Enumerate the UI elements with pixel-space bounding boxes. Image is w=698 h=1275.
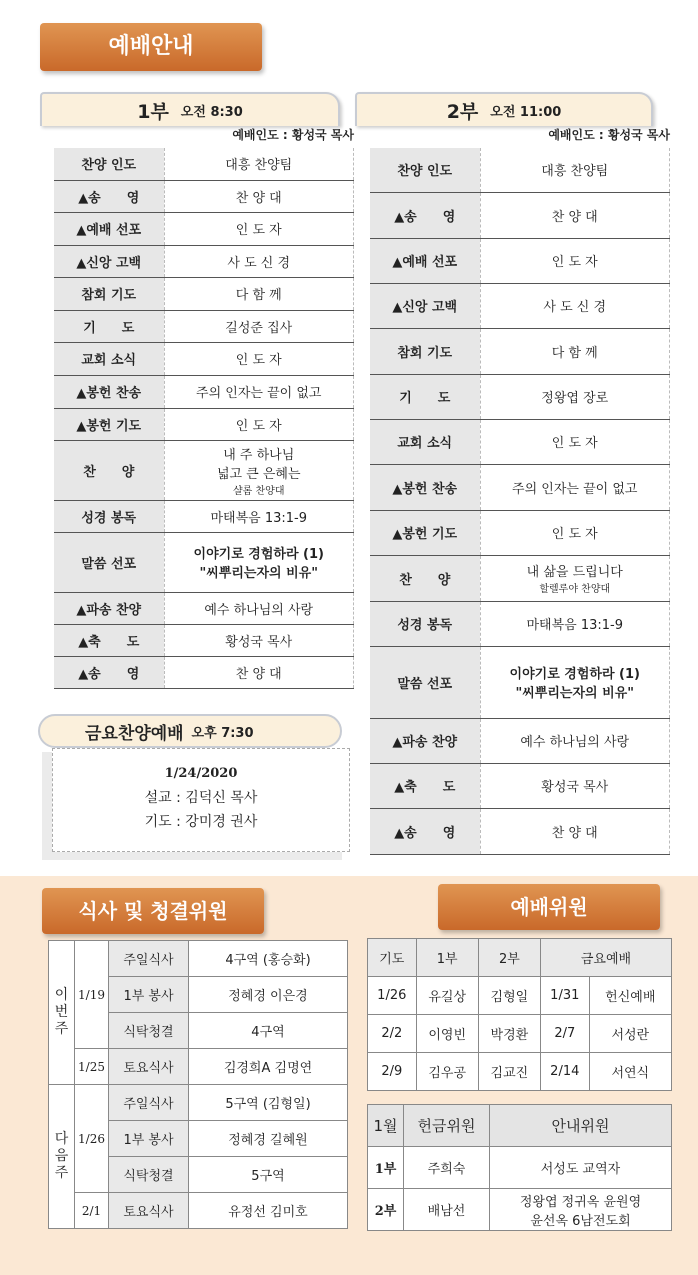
order-value-line: 이야기로 경험하라 (1) <box>509 667 640 682</box>
order-value-sub: 할렐루야 찬양대 <box>539 584 611 595</box>
order-value <box>480 646 670 718</box>
order-row <box>370 763 670 808</box>
order-row <box>370 192 670 238</box>
meal-person: 정혜경 이은경 <box>189 977 348 1013</box>
meal-row <box>49 1049 348 1085</box>
order-row <box>54 440 354 500</box>
order-value-line: 인 도 자 <box>235 353 282 368</box>
order-value <box>164 656 354 688</box>
order-label: ▲송 영 <box>54 656 164 688</box>
usher-service: 1부 <box>368 1147 404 1189</box>
order-value <box>164 277 354 310</box>
service2-time: 오전 11:00 <box>490 104 562 120</box>
order-row <box>54 277 354 310</box>
order-row <box>54 180 354 212</box>
usher-header-row <box>368 1105 672 1147</box>
order-label: 성경 봉독 <box>370 601 480 646</box>
order-label: ▲송 영 <box>370 808 480 854</box>
order-value-line: 다 함 께 <box>551 345 598 361</box>
next-week-label: 다 음 주 <box>49 1085 75 1229</box>
order-label: 찬양 인도 <box>54 148 164 180</box>
order-row <box>54 375 354 408</box>
order-value <box>480 419 670 464</box>
order-value <box>164 375 354 408</box>
order-row <box>370 464 670 510</box>
order-value-line: 주의 인자는 끝이 없고 <box>196 386 322 401</box>
meal-person: 정혜경 길혜원 <box>189 1121 348 1157</box>
order-row <box>54 342 354 375</box>
order-value <box>164 440 354 500</box>
order-value-line: 다 함 께 <box>235 288 282 303</box>
prayer-table <box>367 938 672 1091</box>
order-row <box>54 408 354 440</box>
prayer-cell: 박경환 <box>478 1015 540 1053</box>
order-value-line: 사 도 신 경 <box>543 300 607 315</box>
order-value <box>164 245 354 277</box>
prayer-cell: 2/2 <box>368 1015 417 1053</box>
worship-committee-banner <box>438 884 660 930</box>
order-value <box>164 624 354 656</box>
usher-offering: 배남선 <box>404 1189 490 1231</box>
meal-cleaning-table <box>48 940 348 1229</box>
order-value-sub: 샬롬 찬양대 <box>233 485 285 497</box>
friday-details <box>52 762 350 834</box>
order-label: ▲예배 선포 <box>54 212 164 245</box>
order-value <box>164 592 354 624</box>
meal-person: 5구역 <box>189 1157 348 1193</box>
prayer-header: 1부 <box>416 939 478 977</box>
order-label: 교회 소식 <box>370 419 480 464</box>
order-label: 성경 봉독 <box>54 500 164 532</box>
guide-header: 안내위원 <box>490 1105 672 1147</box>
order-row <box>54 500 354 532</box>
order-label: 말씀 선포 <box>370 646 480 718</box>
usher-guide-line: 정왕엽 정귀옥 윤원영 <box>519 1194 642 1210</box>
order-value <box>164 180 354 212</box>
order-row <box>370 238 670 283</box>
order-label: 참회 기도 <box>370 328 480 374</box>
prayer-cell: 2/14 <box>541 1053 590 1091</box>
order-value-line: 찬 양 대 <box>551 825 598 841</box>
prayer-cell: 서성란 <box>589 1015 671 1053</box>
prayer-cell: 김형일 <box>478 977 540 1015</box>
order-row <box>54 592 354 624</box>
order-row <box>54 245 354 277</box>
order-row <box>370 510 670 555</box>
meal-date: 1/19 <box>75 941 109 1049</box>
worship-guide-banner <box>40 23 262 71</box>
service2-name: 2부 <box>446 100 479 123</box>
order-row <box>54 532 354 592</box>
meal-banner-title: 식사 및 청결위원 <box>78 899 228 923</box>
order-value-line: 마태복음 13:1-9 <box>526 618 624 633</box>
meal-person: 유정선 김미호 <box>189 1193 348 1229</box>
order-label: ▲파송 찬양 <box>370 718 480 763</box>
prayer-cell: 서연식 <box>589 1053 671 1091</box>
usher-row <box>368 1147 672 1189</box>
meal-row <box>49 1085 348 1121</box>
order-value <box>480 328 670 374</box>
order-row <box>54 624 354 656</box>
meal-duty: 주일식사 <box>109 1085 189 1121</box>
friday-title: 금요찬양예배 <box>85 723 184 744</box>
order-row <box>370 646 670 718</box>
order-value-line: 찬 양 대 <box>235 190 282 206</box>
order-value-line: 인 도 자 <box>551 255 598 270</box>
order-value <box>164 212 354 245</box>
friday-prayer: 기도 : 강미경 권사 <box>144 814 258 830</box>
usher-guide-line: 서성도 교역자 <box>540 1162 621 1177</box>
order-row <box>370 148 670 192</box>
usher-month: 1월 <box>368 1105 404 1147</box>
order-value-line: 정왕엽 장로 <box>541 391 609 406</box>
order-row <box>370 328 670 374</box>
meal-duty: 1부 봉사 <box>109 1121 189 1157</box>
order-value <box>480 148 670 192</box>
friday-date: 1/24/2020 <box>164 766 238 781</box>
service2-tab <box>355 92 653 126</box>
order-value-line: 이야기로 경험하라 (1) <box>193 547 324 562</box>
order-value-line: 내 주 하나님 <box>223 447 295 463</box>
order-value <box>164 500 354 532</box>
prayer-cell: 김우공 <box>416 1053 478 1091</box>
order-value-line: 내 삶을 드립니다 <box>526 565 623 580</box>
order-value-line: 주의 인자는 끝이 없고 <box>512 481 638 497</box>
order-value-line: 예수 하나님의 사랑 <box>204 602 314 618</box>
prayer-cell: 2/9 <box>368 1053 417 1091</box>
prayer-header: 금요예배 <box>541 939 672 977</box>
order-row <box>370 374 670 419</box>
prayer-row <box>368 1053 672 1091</box>
meal-date: 2/1 <box>75 1193 109 1229</box>
order-label: 찬 양 <box>370 555 480 601</box>
prayer-header-row <box>368 939 672 977</box>
service1-name: 1부 <box>137 100 169 123</box>
worship-committee-title: 예배위원 <box>510 895 588 919</box>
service1-tab <box>40 92 340 126</box>
usher-guide <box>490 1147 672 1189</box>
usher-guide-line: 윤선옥 6남전도회 <box>530 1213 631 1229</box>
order-value-line: 찬 양 대 <box>235 666 282 682</box>
meal-duty: 1부 봉사 <box>109 977 189 1013</box>
order-row <box>370 555 670 601</box>
order-label: 말씀 선포 <box>54 532 164 592</box>
order-label: 기 도 <box>54 310 164 342</box>
order-label: 교회 소식 <box>54 342 164 375</box>
meal-row <box>49 1193 348 1229</box>
order-value-line: 대흥 찬양팀 <box>225 158 293 174</box>
this-week-label: 이 번 주 <box>49 941 75 1085</box>
meal-duty: 식탁청결 <box>109 1157 189 1193</box>
prayer-cell: 이영빈 <box>416 1015 478 1053</box>
order-label: ▲송 영 <box>54 180 164 212</box>
order-value <box>480 238 670 283</box>
prayer-cell: 유길상 <box>416 977 478 1015</box>
friday-sermon: 설교 : 김덕신 목사 <box>144 790 258 806</box>
order-value <box>480 283 670 328</box>
order-label: ▲봉헌 기도 <box>54 408 164 440</box>
order-value-line: 넓고 큰 은혜는 <box>216 466 301 482</box>
order-label: ▲축 도 <box>370 763 480 808</box>
offering-header: 헌금위원 <box>404 1105 490 1147</box>
meal-person: 김경희A 김명연 <box>189 1049 348 1085</box>
order-label: 찬양 인도 <box>370 148 480 192</box>
usher-offering: 주희숙 <box>404 1147 490 1189</box>
prayer-header: 2부 <box>478 939 540 977</box>
usher-table <box>367 1104 672 1231</box>
order-value <box>480 510 670 555</box>
order-value-line: 황성국 목사 <box>541 780 609 795</box>
prayer-cell: 2/7 <box>541 1015 590 1053</box>
prayer-row <box>368 977 672 1015</box>
service1-leader: 예배인도 : 황성국 목사 <box>232 128 354 142</box>
friday-tab <box>38 714 342 748</box>
order-label: 기 도 <box>370 374 480 419</box>
order-value-line: 마태복음 13:1-9 <box>210 510 308 526</box>
usher-row <box>368 1189 672 1231</box>
order-row <box>370 808 670 854</box>
order-value-line: "씨뿌리는자의 비유" <box>515 686 635 701</box>
order-value-line: 황성국 목사 <box>225 634 293 650</box>
usher-guide <box>490 1189 672 1231</box>
order-row <box>370 718 670 763</box>
order-value <box>164 532 354 592</box>
meal-date: 1/26 <box>75 1085 109 1193</box>
meal-person: 4구역 <box>189 1013 348 1049</box>
meal-duty: 토요식사 <box>109 1193 189 1229</box>
order-row <box>54 212 354 245</box>
order-value <box>480 464 670 510</box>
order-label: ▲축 도 <box>54 624 164 656</box>
usher-service: 2부 <box>368 1189 404 1231</box>
order-value <box>480 374 670 419</box>
order-value <box>164 310 354 342</box>
order-value-line: 찬 양 대 <box>551 209 598 225</box>
prayer-cell: 헌신예배 <box>589 977 671 1015</box>
meal-duty: 토요식사 <box>109 1049 189 1085</box>
service1-time: 오전 8:30 <box>180 104 243 120</box>
order-label: ▲예배 선포 <box>370 238 480 283</box>
order-row <box>370 283 670 328</box>
order-value-line: "씨뿌리는자의 비유" <box>199 566 319 581</box>
order-label: ▲봉헌 기도 <box>370 510 480 555</box>
order-value <box>164 148 354 180</box>
order-label: ▲신앙 고백 <box>54 245 164 277</box>
order-label: ▲봉헌 찬송 <box>370 464 480 510</box>
meal-person: 5구역 (김형일) <box>189 1085 348 1121</box>
order-value-line: 인 도 자 <box>551 527 598 542</box>
order-value-line: 사 도 신 경 <box>227 255 291 271</box>
prayer-row <box>368 1015 672 1053</box>
service1-order-table <box>54 148 354 689</box>
meal-person: 4구역 (홍승화) <box>189 941 348 977</box>
order-value <box>480 763 670 808</box>
order-value-line: 인 도 자 <box>551 436 598 451</box>
prayer-cell: 1/26 <box>368 977 417 1015</box>
order-row <box>370 419 670 464</box>
meal-row <box>49 941 348 977</box>
order-row <box>370 601 670 646</box>
order-value <box>480 718 670 763</box>
order-value-line: 인 도 자 <box>235 418 282 434</box>
meal-duty: 식탁청결 <box>109 1013 189 1049</box>
prayer-cell: 1/31 <box>541 977 590 1015</box>
order-value <box>480 555 670 601</box>
friday-time: 오후 7:30 <box>191 725 254 741</box>
service2-leader: 예배인도 : 황성국 목사 <box>548 128 670 142</box>
order-value-line: 대흥 찬양팀 <box>541 164 609 180</box>
meal-duty: 주일식사 <box>109 941 189 977</box>
order-label: ▲파송 찬양 <box>54 592 164 624</box>
order-value <box>164 408 354 440</box>
prayer-cell: 김교진 <box>478 1053 540 1091</box>
order-value <box>164 342 354 375</box>
order-value <box>480 601 670 646</box>
meal-banner <box>42 888 264 934</box>
order-value-line: 길성준 집사 <box>225 320 293 336</box>
order-value <box>480 192 670 238</box>
meal-date: 1/25 <box>75 1049 109 1085</box>
prayer-header: 기도 <box>368 939 417 977</box>
order-label: ▲송 영 <box>370 192 480 238</box>
service2-order-table <box>370 148 670 855</box>
order-value <box>480 808 670 854</box>
order-label: ▲봉헌 찬송 <box>54 375 164 408</box>
order-value-line: 인 도 자 <box>235 223 282 238</box>
order-row <box>54 310 354 342</box>
worship-guide-title: 예배안내 <box>108 34 194 59</box>
order-label: 참회 기도 <box>54 277 164 310</box>
order-label: ▲신앙 고백 <box>370 283 480 328</box>
order-label: 찬 양 <box>54 440 164 500</box>
order-row <box>54 656 354 688</box>
order-value-line: 예수 하나님의 사랑 <box>520 735 630 750</box>
order-row <box>54 148 354 180</box>
